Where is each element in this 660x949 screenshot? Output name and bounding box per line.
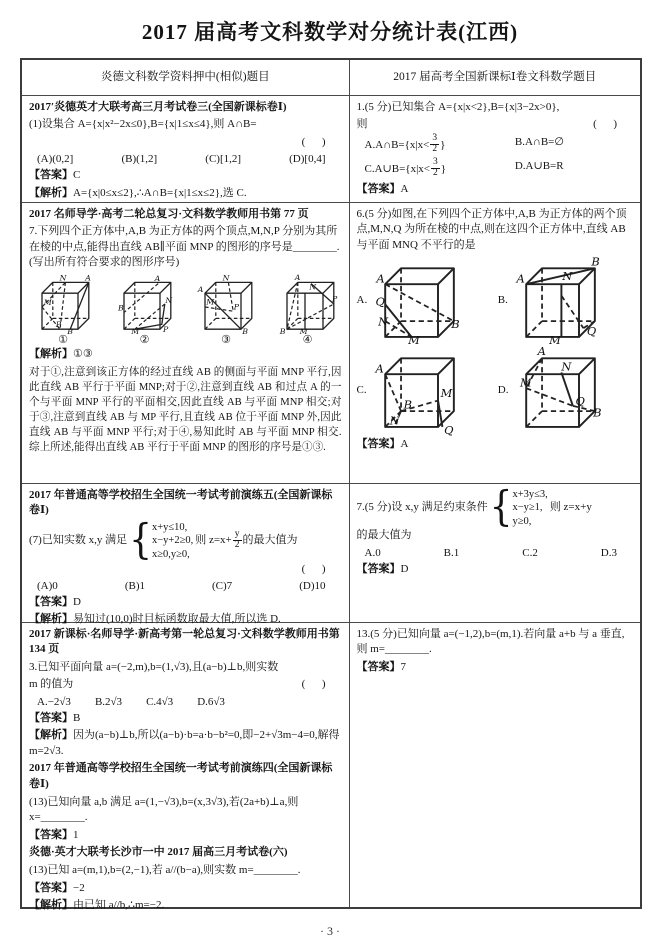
analysis-label: 【解析】 bbox=[29, 613, 73, 626]
analysis-label: 【解析】 bbox=[29, 348, 73, 361]
analysis-text: 易知过(10,0)时目标函数取最大值,所以选 D. bbox=[73, 613, 281, 626]
option: B.A∩B=∅ bbox=[514, 135, 564, 148]
cube-figure-D bbox=[498, 346, 633, 434]
answer-value: −2 bbox=[73, 881, 85, 894]
table-row bbox=[21, 483, 641, 622]
cell-r3-left bbox=[21, 483, 349, 626]
choice-paren: ( ) bbox=[301, 678, 326, 691]
cube-diagram bbox=[29, 274, 97, 334]
svg-text:Q: Q bbox=[575, 394, 586, 409]
table-row bbox=[21, 95, 641, 202]
source-ref: 2017 年普通高等学校招生全国统一考试考前演练四(全国新课标卷Ⅰ) bbox=[29, 762, 333, 790]
cell-r1-left bbox=[21, 95, 349, 202]
choice-paren: ( ) bbox=[301, 562, 326, 575]
cube-diagram bbox=[192, 274, 260, 334]
question-post: 的最大值为 bbox=[242, 534, 298, 547]
answer-line bbox=[29, 881, 342, 897]
header-right: 2017 届高考全国新课标Ⅰ卷文科数学题目 bbox=[349, 59, 641, 95]
svg-text:Q: Q bbox=[586, 324, 597, 339]
answer-label: 【答案】 bbox=[356, 660, 401, 673]
svg-text:N: N bbox=[378, 314, 389, 329]
options bbox=[29, 695, 342, 711]
analysis-label: 【解析】 bbox=[29, 186, 73, 199]
svg-text:N: N bbox=[389, 413, 400, 428]
svg-text:M: M bbox=[520, 375, 533, 390]
analysis-answer: ①③ bbox=[73, 348, 93, 361]
svg-text:A: A bbox=[294, 272, 300, 282]
figure-caption: A. bbox=[356, 293, 368, 306]
question-text: 6.(5 分)如图,在下列四个正方体中,A,B 为正方体的两个顶点,M,N,Q 为所在棱的中点,则在这四个正方体中,直线 AB 与平面 MNQ 不平行的是 bbox=[356, 207, 627, 251]
cube-figure-3 bbox=[192, 274, 260, 346]
option: D.6√3 bbox=[197, 695, 225, 708]
source-ref: 炎德·英才大联考长沙市一中 2017 届高三月考试卷(六) bbox=[29, 846, 288, 859]
choice-paren: ( ) bbox=[301, 135, 326, 148]
source-ref: 2017 新课标·名师导学·新高考第一轮总复习·文科数学教师用书第 134 页 bbox=[29, 627, 340, 656]
choice-paren-line bbox=[29, 135, 342, 151]
answer-value: A bbox=[400, 182, 409, 195]
analysis-label: 【解析】 bbox=[29, 899, 73, 912]
table-row bbox=[21, 202, 641, 483]
question-line2: m 的值为 ( ) bbox=[29, 677, 342, 693]
option: C.4√3 bbox=[146, 695, 174, 708]
svg-text:A: A bbox=[197, 284, 204, 294]
source-ref: 2017 名师导学·高考二轮总复习·文科数学教师用书第 77 页 bbox=[29, 207, 309, 220]
answer-label: 【答案】 bbox=[356, 562, 401, 575]
table-row bbox=[21, 622, 641, 908]
figure-caption: ④ bbox=[302, 333, 313, 346]
svg-text:A: A bbox=[516, 271, 525, 286]
constraint-system bbox=[129, 516, 194, 564]
question-text: 13.(5 分)已知向量 a=(−1,2),b=(m,1).若向量 a+b 与 a 垂直,则 m=________. bbox=[356, 627, 625, 656]
answer-value: C bbox=[73, 168, 81, 181]
figure-caption: C. bbox=[356, 383, 367, 396]
question-text: 1.(5 分)已知集合 A={x|x<2},B={x|3−2x>0}, bbox=[356, 100, 560, 113]
answer-value: 7 bbox=[400, 660, 406, 673]
question-with-system bbox=[356, 483, 634, 531]
option: B.2√3 bbox=[94, 695, 123, 708]
question-post: 则 z=x+y bbox=[549, 501, 592, 514]
svg-text:Q: Q bbox=[375, 294, 386, 309]
cell-r2-left bbox=[21, 202, 349, 483]
figure-caption: D. bbox=[497, 383, 509, 396]
cell-r1-right bbox=[349, 95, 641, 202]
cube-diagram bbox=[511, 255, 603, 348]
cube-diagram bbox=[370, 256, 462, 348]
question-text: (13)已知向量 a,b 满足 a=(1,−√3),b=(x,3√3),若(2a+b)⊥a,则 x=________. bbox=[29, 795, 299, 824]
cube-diagram bbox=[274, 274, 342, 334]
analysis-text: 因为(a−b)⊥b,所以(a−b)·b=a·b−b²=0,即−2+√3m−4=0,解得 m=2√3. bbox=[29, 729, 340, 757]
svg-text:B: B bbox=[279, 326, 286, 336]
cell-r4-right bbox=[349, 622, 641, 908]
cell-r3-right bbox=[349, 483, 641, 622]
question-text: 7.下列四个正方体中,A,B 为正方体的两个顶点,M,N,P 分别为其所在棱的中点,能得出直线 AB∥平面 MNP 的图形的序号是________.(写出所有符合要求的图形序号) bbox=[29, 225, 340, 269]
svg-text:N: N bbox=[308, 282, 316, 292]
cube-figure-4 bbox=[274, 274, 342, 346]
svg-text:M: M bbox=[299, 326, 308, 336]
svg-text:A: A bbox=[85, 273, 91, 283]
svg-text:P: P bbox=[331, 294, 337, 304]
question-line2: 的最大值为 bbox=[356, 529, 412, 542]
figure-caption: B. bbox=[497, 293, 508, 306]
option: B.1 bbox=[443, 547, 460, 560]
answer-label: 【答案】 bbox=[29, 711, 73, 724]
answer-value: B bbox=[73, 711, 81, 724]
question-pre: (7)已知实数 x,y 满足 bbox=[29, 534, 128, 547]
option: (D)[0,4] bbox=[289, 153, 326, 166]
table-header-row bbox=[21, 59, 641, 95]
comparison-table bbox=[20, 58, 642, 912]
option: A.A∩B={x|x< $\frac{3}{2}$ } bbox=[364, 132, 446, 154]
option: (A)(0,2] bbox=[37, 153, 74, 166]
constraint: x+3y≤3, bbox=[512, 488, 548, 500]
svg-text:M: M bbox=[440, 386, 452, 401]
svg-text:B: B bbox=[117, 303, 124, 313]
analysis-label: 【解析】 bbox=[29, 729, 73, 742]
answer-line bbox=[357, 562, 634, 578]
svg-text:N: N bbox=[561, 359, 572, 374]
svg-text:A: A bbox=[154, 274, 160, 284]
svg-text:B: B bbox=[242, 326, 248, 336]
option: C.2 bbox=[522, 547, 538, 560]
answer-label: 【答案】 bbox=[29, 168, 73, 181]
svg-text:M: M bbox=[548, 333, 561, 348]
answer-value: A bbox=[400, 438, 409, 451]
options bbox=[29, 579, 342, 595]
answer-line bbox=[29, 595, 342, 611]
page-title: 2017 届高考文科数学对分统计表(江西) bbox=[141, 20, 519, 44]
svg-text:P: P bbox=[233, 302, 240, 312]
svg-text:B: B bbox=[451, 317, 460, 332]
figure-group bbox=[356, 255, 634, 438]
option: A.−2√3 bbox=[37, 695, 71, 708]
analysis-line bbox=[29, 728, 342, 759]
cube-diagram bbox=[370, 346, 462, 438]
choice-paren-line bbox=[357, 117, 634, 133]
option: (B)(1,2] bbox=[121, 153, 158, 166]
option: D.A∪B=R bbox=[514, 159, 564, 172]
options bbox=[29, 152, 342, 168]
analysis-text: 由已知 a//b,∴m=−2. bbox=[73, 899, 165, 912]
cube-figure-2 bbox=[111, 274, 179, 346]
cube-figure-1 bbox=[29, 274, 97, 346]
cell-r4-left bbox=[21, 622, 349, 912]
option: (C)7 bbox=[212, 580, 233, 593]
constraint: x−y≥1, bbox=[512, 502, 543, 514]
svg-text:Q: Q bbox=[443, 423, 454, 438]
fraction: $\frac{3}{2}$ bbox=[432, 156, 438, 178]
analysis-line bbox=[29, 347, 342, 363]
fraction: $\frac{3}{2}$ bbox=[432, 132, 438, 154]
svg-text:M: M bbox=[408, 333, 421, 348]
question-text: (1)设集合 A={x|x²−2x≤0},B={x|1≤x≤4},则 A∩B= bbox=[29, 118, 257, 131]
option: A.0 bbox=[364, 547, 381, 560]
options bbox=[357, 132, 634, 180]
analysis-line bbox=[29, 898, 342, 914]
figure-caption: ② bbox=[139, 333, 150, 346]
options bbox=[357, 546, 634, 562]
svg-text:B: B bbox=[593, 405, 602, 420]
question-with-system bbox=[29, 516, 342, 564]
figure-caption: ① bbox=[58, 333, 68, 346]
option: C.A∪B={x|x< $\frac{3}{2}$ } bbox=[364, 156, 447, 178]
svg-text:N: N bbox=[562, 269, 573, 284]
question-text: 3.已知平面向量 a=(−2,m),b=(1,√3),且(a−b)⊥b,则实数 bbox=[29, 660, 279, 673]
question-text: (13)已知 a=(m,1),b=(2,−1),若 a//(b−a),则实数 m=________. bbox=[29, 864, 301, 877]
option: (A)0 bbox=[37, 580, 58, 593]
option: (B)1 bbox=[124, 580, 145, 593]
question-mid: 则 z=x+ bbox=[195, 534, 232, 547]
choice-paren: ( ) bbox=[593, 118, 617, 131]
question-then: 则 bbox=[356, 118, 368, 131]
option: D.3 bbox=[600, 547, 617, 560]
svg-text:B: B bbox=[403, 397, 412, 412]
system-brace: { bbox=[489, 483, 513, 531]
svg-text:P: P bbox=[162, 325, 168, 335]
svg-text:A: A bbox=[538, 344, 547, 359]
constraint: x≥0,y≥0, bbox=[151, 549, 190, 560]
page-number: · 3 · bbox=[320, 924, 340, 938]
svg-text:M: M bbox=[43, 298, 52, 308]
answer-value: D bbox=[73, 595, 81, 608]
answer-value: D bbox=[400, 562, 409, 575]
option: (C)[1,2] bbox=[205, 153, 242, 166]
svg-text:P: P bbox=[55, 319, 62, 329]
question-pre: 7.(5 分)设 x,y 满足约束条件 bbox=[356, 501, 488, 514]
svg-text:N: N bbox=[222, 273, 230, 283]
answer-label: 【答案】 bbox=[29, 881, 73, 894]
answer-label: 【答案】 bbox=[29, 828, 73, 841]
cell-r2-right bbox=[349, 202, 641, 483]
cube-figure-B bbox=[497, 255, 633, 348]
system-brace: { bbox=[129, 516, 152, 564]
header-left: 炎德文科数学资料押中(相似)题目 bbox=[21, 59, 349, 95]
svg-text:B: B bbox=[67, 326, 73, 336]
analysis-text: 对于①,注意到该正方体的经过直线 AB 的侧面与平面 MNP 平行,因此直线 AB 平行于平面 MNP;对于②,注意到直线 AB 和过点 A 的一个与平面 MNP 平行的平面相交,因此直线 AB 与平面 MNP 相交;对于③,注意到直线 AB 与 MP 平行,且直线 AB 位于平面 MNP 外,因此直线 AB 与平面 MNP 平行;对于④,易知此时 AB 与平面 MNP 相交.综上所述,能得出直线 AB 平行于平面 MNP 的图形的序号是①③. bbox=[29, 366, 342, 453]
analysis-text: A={x|0≤x≤2},∴A∩B={x|1≤x≤2},选 C. bbox=[73, 186, 247, 199]
answer-line bbox=[357, 437, 634, 453]
constraint: x+y≤10, bbox=[151, 521, 188, 533]
cube-diagram bbox=[511, 346, 603, 434]
option: (D)10 bbox=[299, 580, 326, 593]
source-ref: 2017′炎德英才大联考高三月考试卷三(全国新课标卷Ⅰ) bbox=[29, 100, 287, 113]
answer-line bbox=[29, 711, 342, 727]
svg-text:A: A bbox=[376, 271, 385, 286]
answer-value: 1 bbox=[73, 828, 79, 841]
answer-label: 【答案】 bbox=[29, 595, 73, 608]
cube-figure-C bbox=[356, 346, 492, 438]
svg-text:A: A bbox=[375, 361, 384, 376]
constraint: y≥0, bbox=[512, 515, 532, 527]
cube-figure-A bbox=[356, 256, 492, 348]
constraint-system bbox=[489, 483, 548, 531]
svg-text:M: M bbox=[130, 326, 139, 336]
choice-paren-line bbox=[29, 562, 342, 578]
answer-line bbox=[357, 660, 634, 676]
svg-text:B: B bbox=[591, 255, 600, 270]
fraction: $\frac{y}{2}$ bbox=[234, 528, 240, 550]
svg-text:M: M bbox=[206, 297, 215, 307]
cube-diagram bbox=[111, 274, 179, 334]
figure-group bbox=[29, 274, 342, 346]
svg-text:N: N bbox=[164, 295, 172, 305]
svg-text:N: N bbox=[59, 273, 67, 283]
answer-line bbox=[357, 182, 634, 198]
constraint: x−y+2≥0, bbox=[151, 535, 194, 547]
figure-caption: ③ bbox=[221, 333, 231, 346]
analysis-line bbox=[29, 186, 342, 202]
answer-label: 【答案】 bbox=[356, 182, 401, 195]
answer-line bbox=[29, 828, 342, 844]
answer-line bbox=[29, 168, 342, 184]
source-ref: 2017 年普通高等学校招生全国统一考试考前演练五(全国新课标卷Ⅰ) bbox=[29, 488, 333, 517]
answer-label: 【答案】 bbox=[356, 438, 401, 451]
